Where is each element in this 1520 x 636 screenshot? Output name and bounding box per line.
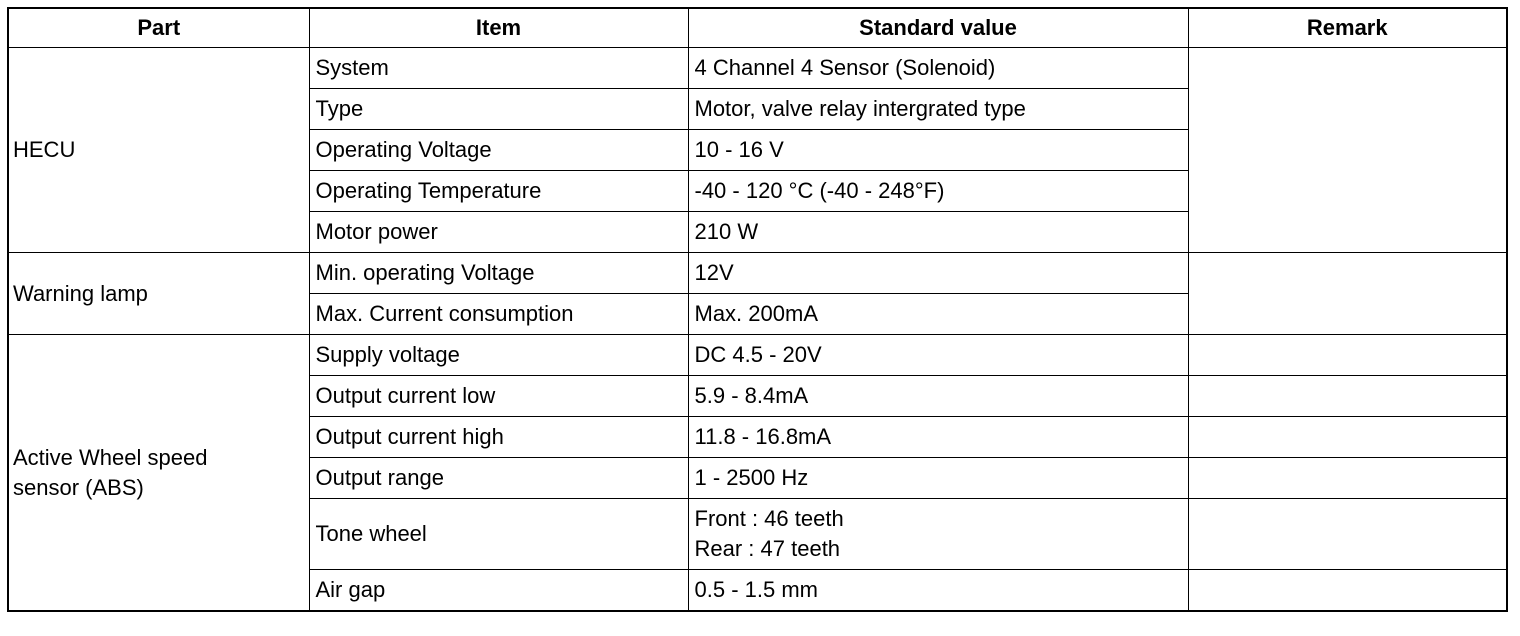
value-cell: 0.5 - 1.5 mm: [688, 570, 1188, 612]
header-item: Item: [309, 8, 688, 48]
part-cell-wheel-speed-sensor: [8, 335, 309, 612]
value-cell: 4 Channel 4 Sensor (Solenoid): [688, 48, 1188, 89]
value-cell: DC 4.5 - 20V: [688, 335, 1188, 376]
value-line: Front : 46 teeth: [694, 506, 844, 531]
remark-cell: [1188, 458, 1507, 499]
value-cell: 11.8 - 16.8mA: [688, 417, 1188, 458]
item-cell: Type: [309, 89, 688, 130]
table-row: [8, 253, 1507, 294]
item-cell: Air gap: [309, 570, 688, 612]
table-header-row: [8, 8, 1507, 48]
item-cell: Motor power: [309, 212, 688, 253]
remark-cell-warning-lamp: [1188, 253, 1507, 335]
table-row: [8, 48, 1507, 89]
value-cell: Max. 200mA: [688, 294, 1188, 335]
table-row: [8, 335, 1507, 376]
part-cell-warning-lamp: Warning lamp: [8, 253, 309, 335]
value-cell: [688, 499, 1188, 570]
remark-cell-hecu: [1188, 48, 1507, 253]
value-cell: 5.9 - 8.4mA: [688, 376, 1188, 417]
header-remark: Remark: [1188, 8, 1507, 48]
value-cell: 1 - 2500 Hz: [688, 458, 1188, 499]
value-cell: 12V: [688, 253, 1188, 294]
item-cell: Output current high: [309, 417, 688, 458]
item-cell: System: [309, 48, 688, 89]
value-cell: -40 - 120 °C (-40 - 248°F): [688, 171, 1188, 212]
remark-cell: [1188, 376, 1507, 417]
item-cell: Output range: [309, 458, 688, 499]
spec-table: [7, 7, 1508, 612]
header-standard-value: Standard value: [688, 8, 1188, 48]
value-cell: 10 - 16 V: [688, 130, 1188, 171]
item-cell: Operating Temperature: [309, 171, 688, 212]
header-part: Part: [8, 8, 309, 48]
item-cell: Supply voltage: [309, 335, 688, 376]
value-cell: Motor, valve relay intergrated type: [688, 89, 1188, 130]
remark-cell: [1188, 499, 1507, 570]
part-line: Active Wheel speed: [13, 444, 208, 470]
value-line: Rear : 47 teeth: [694, 536, 841, 561]
item-cell: Output current low: [309, 376, 688, 417]
value-cell: 210 W: [688, 212, 1188, 253]
item-cell: Tone wheel: [309, 499, 688, 570]
item-cell: Max. Current consumption: [309, 294, 688, 335]
remark-cell: [1188, 417, 1507, 458]
item-cell: Operating Voltage: [309, 130, 688, 171]
remark-cell: [1188, 570, 1507, 612]
part-line: sensor (ABS): [13, 474, 144, 500]
part-cell-hecu: HECU: [8, 48, 309, 253]
item-cell: Min. operating Voltage: [309, 253, 688, 294]
spec-table-container: [7, 7, 1506, 629]
remark-cell: [1188, 335, 1507, 376]
